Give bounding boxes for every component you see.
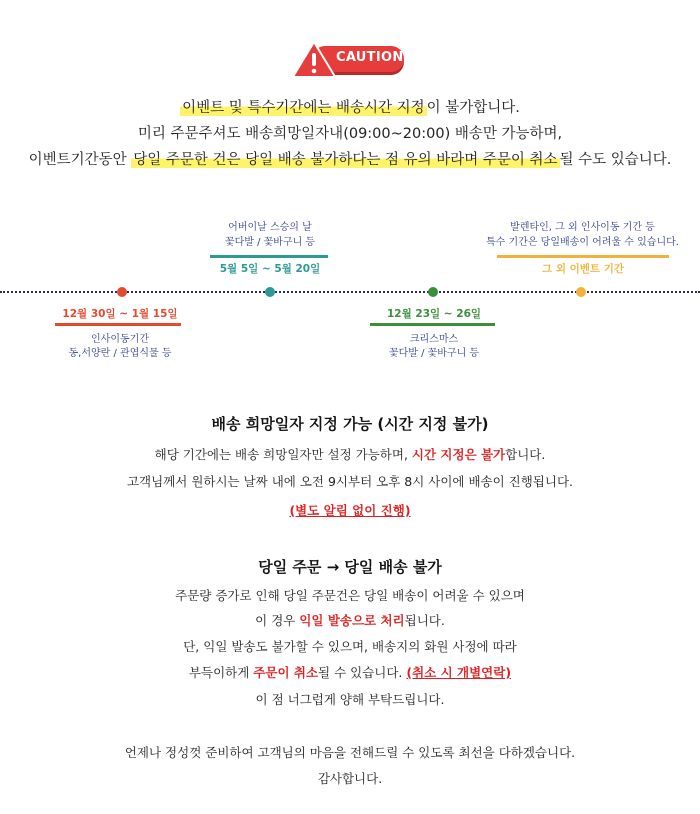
closing-line-1: 언제나 정성껏 준비하여 고객님의 마음을 전해드릴 수 있도록 최선을 다하겠습니다. [124,745,576,760]
event-red-date: 12월 30일 ~ 1월 15일 [62,308,178,320]
section-1-notice: (별도 알림 없이 진행) [289,503,411,518]
event-red-label-1: 인사이동기간 [91,334,149,345]
section-1-line-3 [0,501,700,519]
section-2-title [0,556,700,577]
section-1-line-1-post: 합니다. [505,447,546,462]
section-2-line-4-notice: (취소 시 개별연락) [406,665,512,680]
section-2-line-5: 이 점 너그럽게 양해 부탁드립니다. [255,692,445,707]
section-2-line-4-mid: 될 수 있습니다. [318,665,407,680]
section-2-line-2-pre: 이 경우 [255,613,300,628]
section-2-title-pre: 당일 주문 [258,558,327,576]
arrow-right-icon: → [326,558,340,576]
section-1-line-1 [0,445,700,463]
event-teal-date: 5월 5일 ~ 5월 20일 [219,263,321,275]
section-1-line-2: 고객님께서 원하시는 날짜 내에 오전 9시부터 오후 8시 사이에 배송이 진행됩니다. [126,474,573,489]
event-red-bar [55,323,181,326]
event-orange-label-1: 발렌타인, 그 외 인사이동 기간 등 [510,222,655,233]
caution-label: CAUTION [336,50,404,65]
event-green-date: 12월 23일 ~ 26일 [386,308,482,320]
event-green-dot [428,287,438,297]
section-2-line-1: 주문량 증가로 인해 당일 주문건은 당일 배송이 어려울 수 있으며 [175,588,525,603]
timeline-dotted-line [0,291,700,293]
section-2-line-2-red: 익일 발송으로 처리 [299,613,405,628]
event-teal-dot [265,287,275,297]
caution-badge [292,40,406,78]
event-teal-label-1: 어버이날 스승의 날 [228,222,312,233]
intro-line-3 [0,147,700,173]
section-2-line-2-post: 됩니다. [404,613,445,628]
event-teal-label-2: 꽃다발 / 꽃바구니 등 [224,237,316,248]
intro-highlight-3: 당일 주문한 건은 당일 배송 불가하다는 점 유의 바라며 주문이 취소 [133,152,558,168]
event-red-label-2: 동,서양란 / 관엽식물 등 [68,348,172,359]
section-1-line-1-red: 시간 지정은 불가 [411,447,506,462]
section-2-line-2 [0,611,700,629]
event-orange-bar [497,255,669,258]
section-2-title-post: 당일 배송 불가 [339,558,442,576]
event-teal-bar [210,255,328,258]
section-1-title: 배송 희망일자 지정 가능 (시간 지정 불가) [211,415,489,433]
section-2-line-4 [0,663,700,681]
warning-triangle-icon [292,40,336,78]
intro-line-3-rest: 될 수도 있습니다. [559,152,672,168]
intro-line-3-prefix: 이벤트기간동안 [28,152,132,168]
event-orange-date: 그 외 이벤트 기간 [542,263,624,275]
section-2-line-4-pre: 부득이하게 [188,665,254,680]
event-green-label-2: 꽃다발 / 꽃바구니 등 [388,348,480,359]
event-orange-label-2: 특수 기간은 당일배송이 어려울 수 있습니다. [486,237,679,248]
event-red-dot [117,287,127,297]
section-2-line-4-red: 주문이 취소 [253,665,319,680]
section-1-line-1-pre: 해당 기간에는 배송 희망일자만 설정 가능하며, [154,447,412,462]
intro-line-2: 미리 주문주셔도 배송희망일자내(09:00~20:00) 배송만 가능하며, [137,126,563,142]
closing-line-2: 감사합니다. [317,771,383,786]
section-2-line-3: 단, 익일 발송도 불가할 수 있으며, 배송지의 화원 사정에 따라 [183,639,517,654]
event-green-bar [370,323,495,326]
event-orange-dot [576,287,586,297]
intro-line-1-rest: 이 불가합니다. [426,100,520,116]
intro-highlight-1: 이벤트 및 특수기간에는 배송시간 지정 [182,100,425,116]
event-green-label-1: 크리스마스 [409,334,459,345]
intro-line-1 [0,95,700,121]
